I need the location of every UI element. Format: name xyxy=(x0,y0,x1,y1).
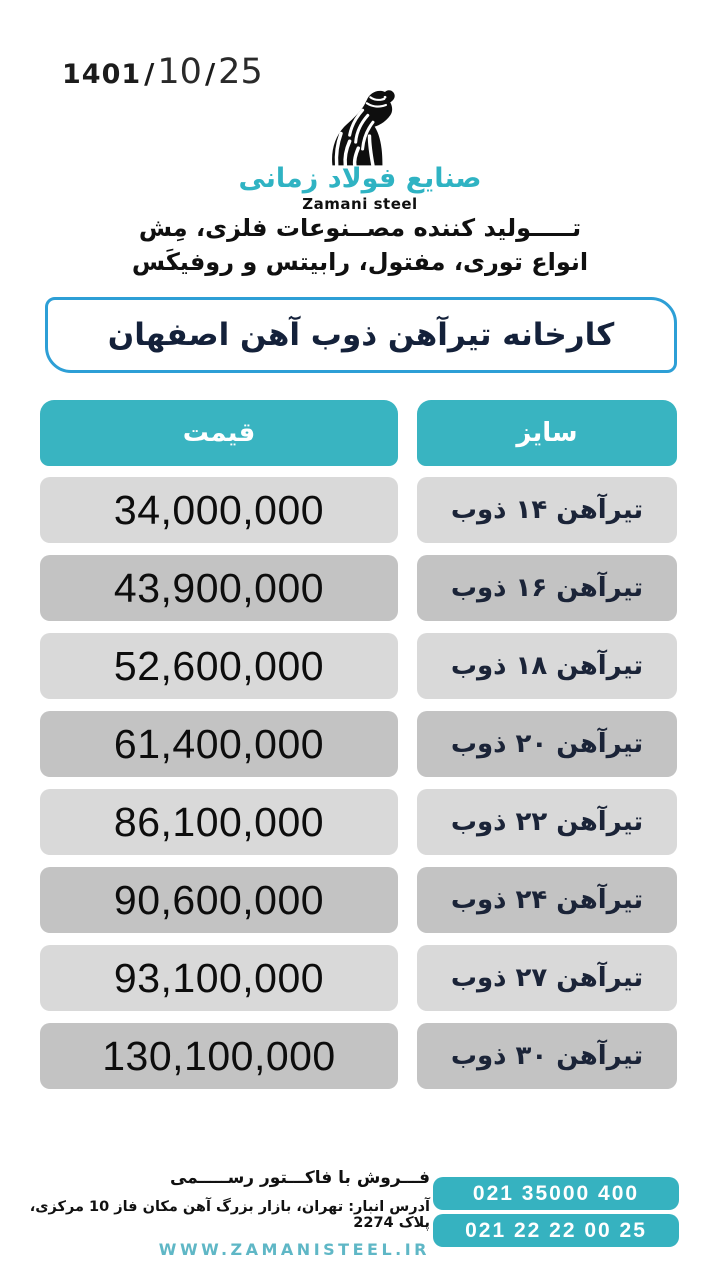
table-header-row xyxy=(40,400,677,466)
table-row xyxy=(40,867,677,933)
size-column-header: سایز xyxy=(417,400,677,466)
footer-info xyxy=(20,1168,430,1259)
company-tagline xyxy=(0,212,720,279)
price-cell xyxy=(40,789,398,855)
price-column-header: قیمت xyxy=(40,400,398,466)
size-value: تیرآهن ۲۷ ذوب xyxy=(450,963,644,993)
price-cell xyxy=(40,633,398,699)
date-day: 25 xyxy=(218,52,263,92)
warehouse-address: آدرس انبار: تهران، بازار بزرگ آهن مکان فاز 10 مرکزی، پلاک 2274 xyxy=(29,1199,430,1231)
price-value: 86,100,000 xyxy=(113,798,325,845)
sales-note: فـــروش با فاکـــتور رســـــمی xyxy=(169,1168,430,1188)
price-cell xyxy=(40,711,398,777)
price-cell xyxy=(40,1023,398,1089)
size-cell xyxy=(417,711,677,777)
phone-number-1[interactable]: 021 35000 400 xyxy=(433,1177,679,1210)
price-cell xyxy=(40,477,398,543)
size-cell xyxy=(417,633,677,699)
size-cell xyxy=(417,867,677,933)
size-value: تیرآهن ۲۲ ذوب xyxy=(450,807,644,837)
size-cell xyxy=(417,477,677,543)
size-cell xyxy=(417,555,677,621)
table-row xyxy=(40,1023,677,1089)
table-row xyxy=(40,711,677,777)
website-link[interactable]: WWW.ZAMANISTEEL.IR xyxy=(158,1240,430,1259)
price-value: 61,400,000 xyxy=(113,720,325,767)
size-value: تیرآهن ۲۴ ذوب xyxy=(450,885,644,915)
price-value: 43,900,000 xyxy=(113,564,325,611)
price-value: 52,600,000 xyxy=(113,642,325,689)
price-value: 90,600,000 xyxy=(113,876,325,923)
date-month: 10 xyxy=(157,52,202,92)
brand-name-en: Zamani steel xyxy=(302,194,418,213)
date-separator: / xyxy=(204,57,216,90)
price-cell xyxy=(40,555,398,621)
price-value: 130,100,000 xyxy=(102,1032,336,1079)
tagline-line2: انواع توری، مفتول، رابیتس و روفیکَس xyxy=(131,247,589,276)
table-row xyxy=(40,555,677,621)
tiger-icon xyxy=(304,86,416,168)
size-value: تیرآهن ۳۰ ذوب xyxy=(450,1041,644,1071)
phone-number-2[interactable]: 021 22 22 00 25 xyxy=(433,1214,679,1247)
table-row xyxy=(40,945,677,1011)
table-row xyxy=(40,789,677,855)
tagline-line1: تـــــولید کننده مصــنوعات فلزی، مِش xyxy=(138,214,582,242)
size-cell xyxy=(417,945,677,1011)
size-value: تیرآهن ۱۶ ذوب xyxy=(450,573,644,603)
size-value: تیرآهن ۲۰ ذوب xyxy=(450,729,644,759)
date-year: 1401 xyxy=(62,59,142,90)
table-row xyxy=(40,633,677,699)
price-table xyxy=(40,400,677,1101)
logo xyxy=(0,86,720,213)
size-cell xyxy=(417,1023,677,1089)
table-body xyxy=(40,477,677,1089)
size-cell xyxy=(417,789,677,855)
table-row xyxy=(40,477,677,543)
factory-title-box xyxy=(45,297,677,373)
price-cell xyxy=(40,945,398,1011)
brand-name-fa: صنایع فولاد زمانی xyxy=(238,163,482,194)
price-value: 93,100,000 xyxy=(113,954,325,1001)
size-value: تیرآهن ۱۴ ذوب xyxy=(450,495,644,525)
price-cell xyxy=(40,867,398,933)
factory-title: کارخانه تیرآهن ذوب آهن اصفهان xyxy=(107,317,615,353)
phone-badges xyxy=(433,1177,679,1251)
size-value: تیرآهن ۱۸ ذوب xyxy=(450,651,644,681)
price-value: 34,000,000 xyxy=(113,486,325,533)
date-separator: / xyxy=(144,57,155,90)
